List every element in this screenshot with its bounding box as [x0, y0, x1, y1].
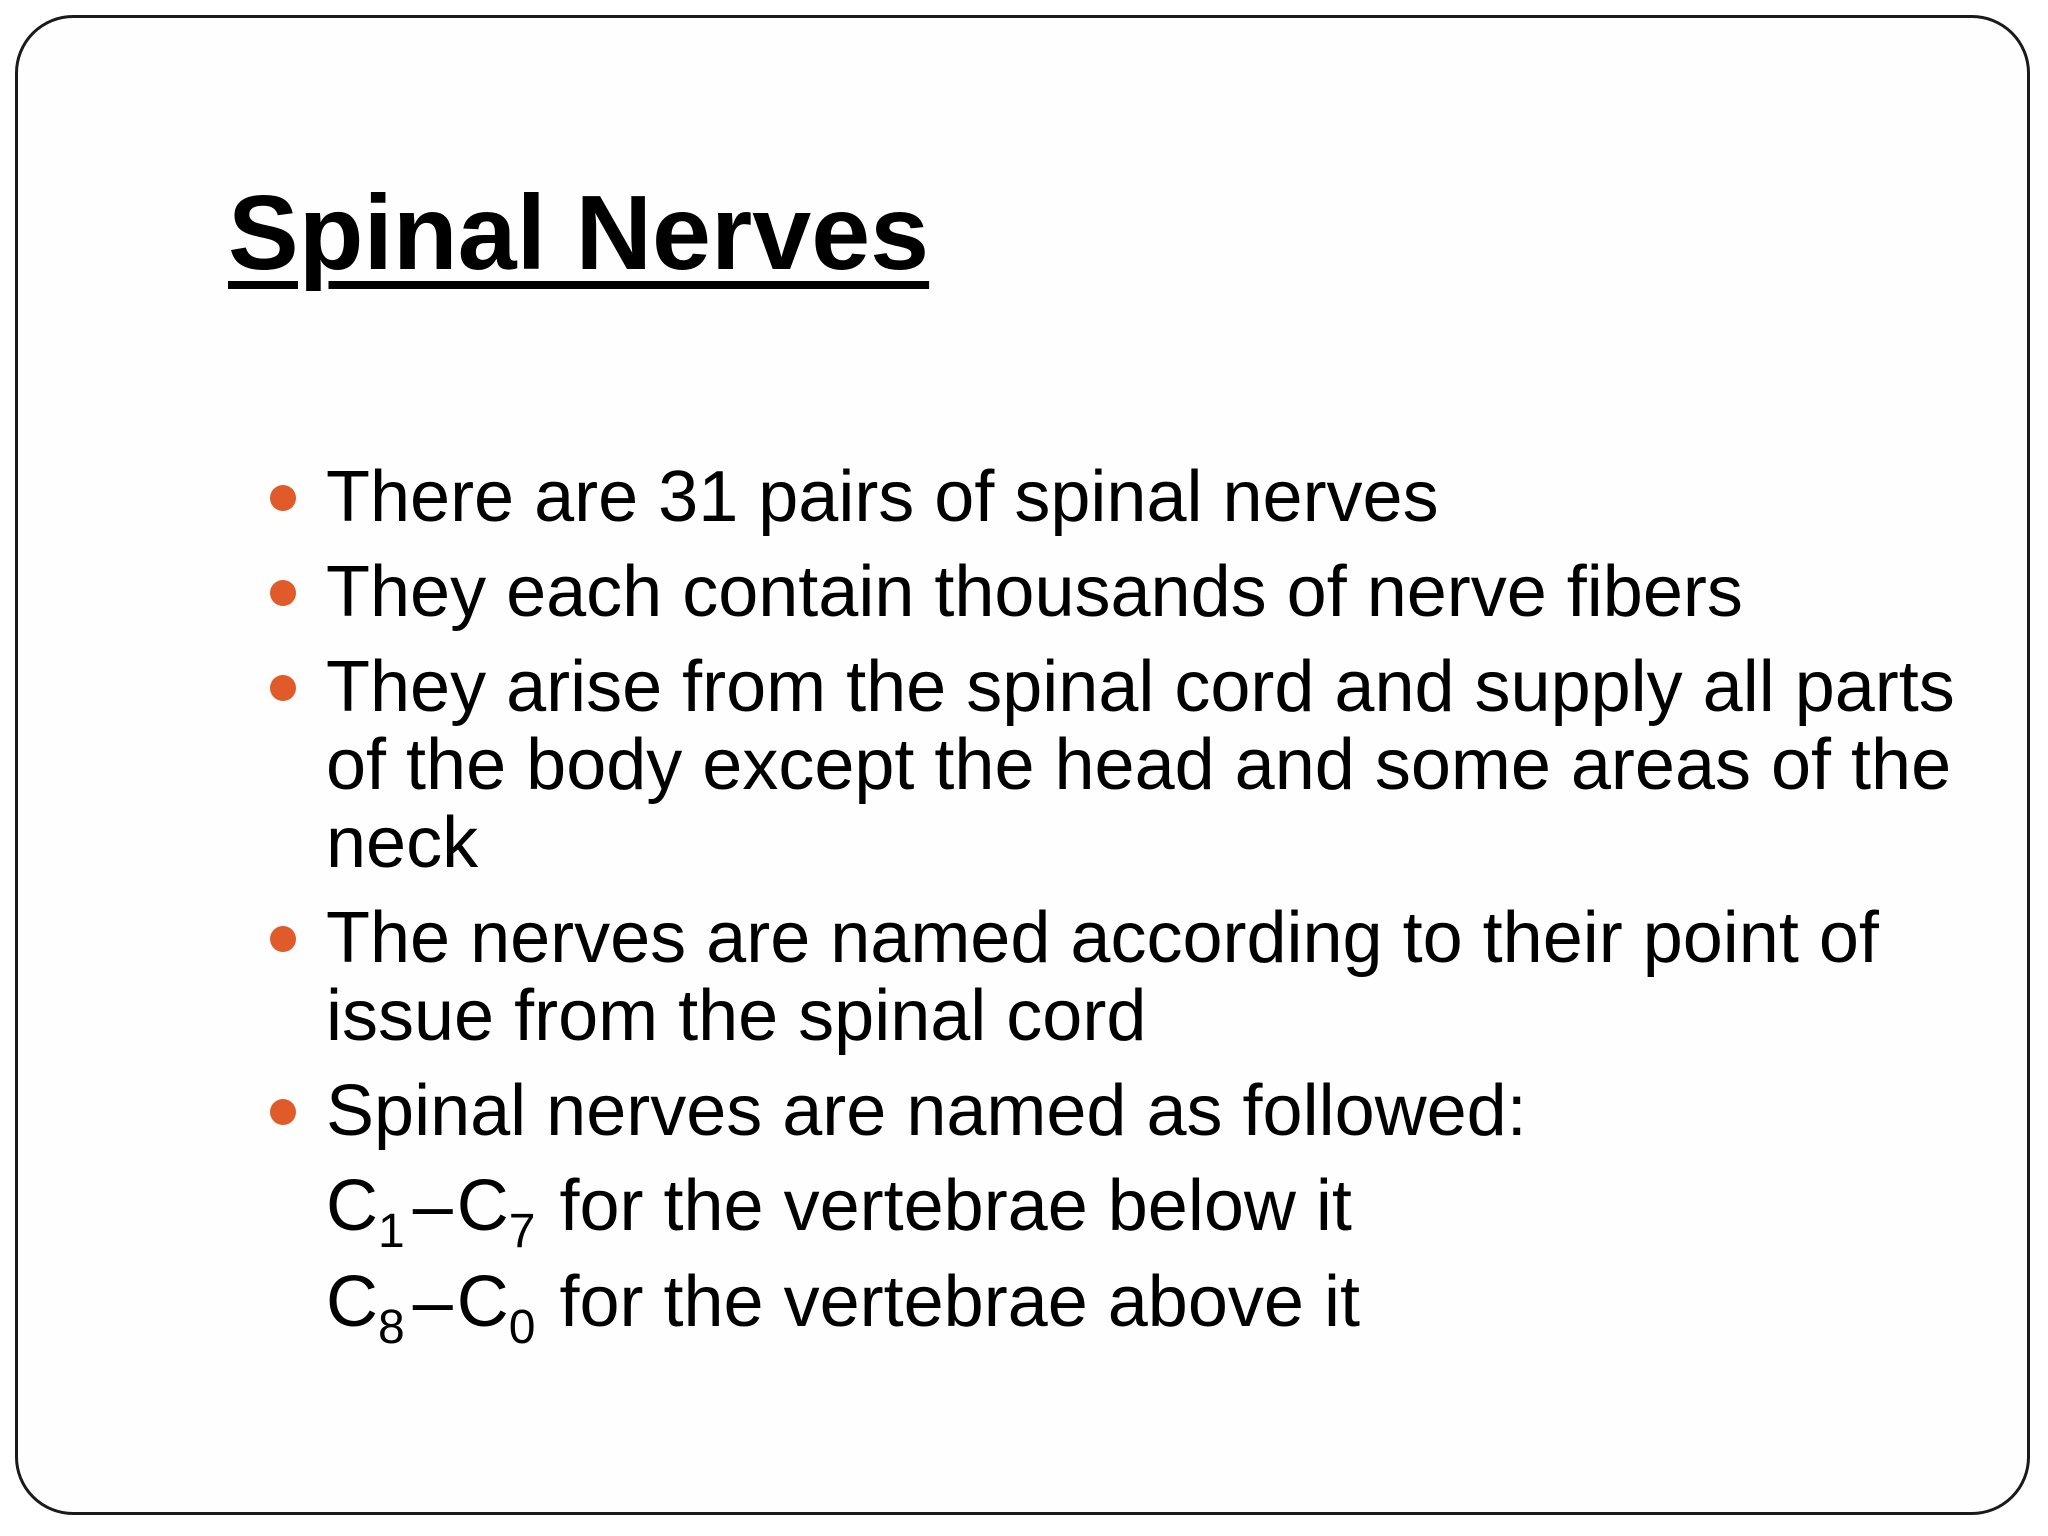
slide-title: Spinal Nerves [228, 174, 930, 292]
rule-from-letter: C [326, 1166, 378, 1246]
naming-rule-cervical-above [326, 1262, 1986, 1354]
bullet-item [326, 458, 1986, 536]
rule-from-letter: C [326, 1262, 378, 1342]
bullet-text: Spinal nerves are named as followed: [326, 1071, 1527, 1151]
bullet-dot-icon [270, 485, 296, 511]
rule-to-subscript: 0 [508, 1300, 536, 1354]
slide-frame [15, 15, 2030, 1515]
bullet-item [326, 553, 1986, 631]
bullet-text: They each contain thousands of nerve fibers [326, 552, 1743, 632]
rule-to-subscript: 7 [508, 1204, 536, 1258]
bullet-item [326, 648, 1986, 882]
bullet-text: The nerves are named according to their point of issue from the spinal cord [326, 898, 1879, 1056]
rule-dash: – [412, 1262, 453, 1342]
bullet-dot-icon [270, 675, 296, 701]
rule-text: for the vertebrae below it [559, 1166, 1352, 1246]
rule-to-letter: C [456, 1262, 509, 1342]
bullet-dot-icon [270, 1099, 296, 1125]
rule-from-subscript: 1 [378, 1204, 405, 1258]
bullet-list [326, 458, 1986, 1359]
rule-dash: – [412, 1166, 453, 1246]
rule-to-letter: C [456, 1166, 509, 1246]
bullet-item [326, 1072, 1986, 1150]
naming-rule-cervical-below [326, 1166, 1986, 1258]
rule-from-subscript: 8 [378, 1300, 405, 1354]
bullet-dot-icon [270, 580, 296, 606]
bullet-item [326, 899, 1986, 1055]
bullet-text: There are 31 pairs of spinal nerves [326, 457, 1439, 537]
rule-text: for the vertebrae above it [559, 1262, 1360, 1342]
bullet-dot-icon [270, 926, 296, 952]
bullet-text: They arise from the spinal cord and supply all parts of the body except the head and some areas of the neck [326, 647, 1955, 883]
